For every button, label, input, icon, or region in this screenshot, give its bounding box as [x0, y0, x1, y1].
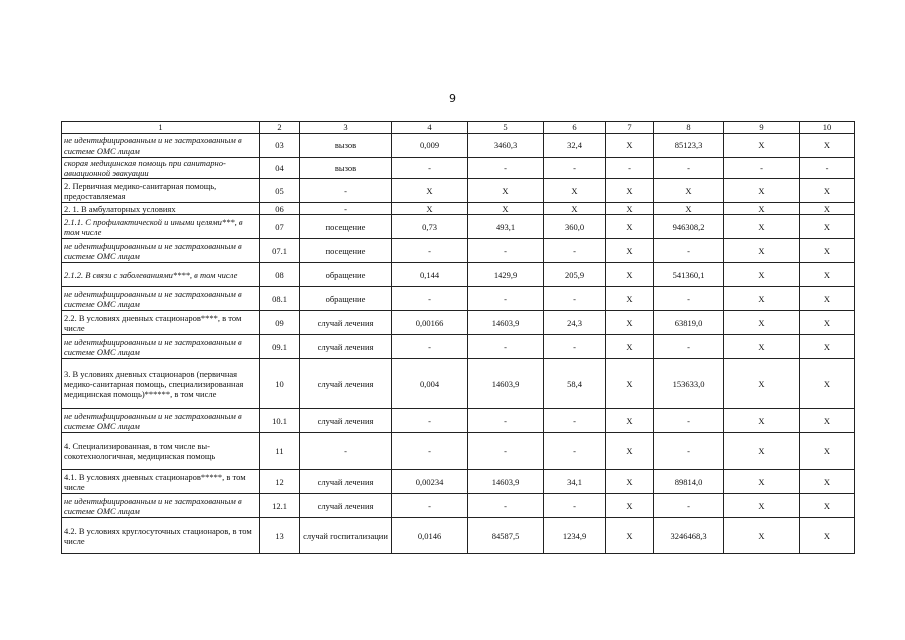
cell-norm-per-person: 0,004	[392, 359, 468, 409]
table-row	[62, 494, 855, 518]
cell-line-number: 03	[260, 134, 300, 158]
cell-col-9: X	[724, 409, 800, 433]
cell-line-number: 12.1	[260, 494, 300, 518]
cell-per-capita: 32,4	[544, 134, 606, 158]
cell-col-10: X	[800, 311, 855, 335]
cell-line-number: 08.1	[260, 287, 300, 311]
cell-col-10: X	[800, 470, 855, 494]
header-cell-col-7: 7	[606, 122, 654, 134]
cell-cost-per-unit: 3460,3	[468, 134, 544, 158]
cell-col-7: X	[606, 494, 654, 518]
cell-indicator: 4. Специализированная, в том числе высокотехнологичная, медицинская помощь	[62, 433, 260, 470]
cell-col-9: X	[724, 134, 800, 158]
cell-per-capita: X	[544, 203, 606, 215]
cell-line-number: 06	[260, 203, 300, 215]
cell-col-9: X	[724, 239, 800, 263]
cell-col-7: X	[606, 134, 654, 158]
cell-col-9: X	[724, 470, 800, 494]
cell-cost-per-unit: 84587,5	[468, 518, 544, 554]
cell-unit: посещение	[300, 239, 392, 263]
cell-line-number: 12	[260, 470, 300, 494]
cell-col-9: X	[724, 179, 800, 203]
cell-norm-per-person: -	[392, 335, 468, 359]
table-row	[62, 263, 855, 287]
cell-unit: случай лечения	[300, 494, 392, 518]
cell-cost-per-unit: -	[468, 158, 544, 179]
cell-per-capita: 1234,9	[544, 518, 606, 554]
cell-cost-total: -	[654, 335, 724, 359]
cell-indicator: не идентифицированным и не застрахованным в системе ОМС лицам	[62, 287, 260, 311]
table-row	[62, 470, 855, 494]
table-row	[62, 239, 855, 263]
header-cell-indicator: 1	[62, 122, 260, 134]
table-row	[62, 409, 855, 433]
cell-unit: обращение	[300, 287, 392, 311]
cell-col-9: X	[724, 215, 800, 239]
cell-col-10: X	[800, 335, 855, 359]
cell-cost-total: 541360,1	[654, 263, 724, 287]
cell-unit: случай лечения	[300, 409, 392, 433]
table-row	[62, 433, 855, 470]
cell-col-10: X	[800, 239, 855, 263]
cell-col-10: X	[800, 359, 855, 409]
cell-line-number: 05	[260, 179, 300, 203]
header-cell-cost-per-unit: 5	[468, 122, 544, 134]
cell-unit: случай лечения	[300, 470, 392, 494]
header-cell-col-9: 9	[724, 122, 800, 134]
cell-col-10: X	[800, 215, 855, 239]
cell-cost-per-unit: 1429,9	[468, 263, 544, 287]
cell-per-capita: X	[544, 179, 606, 203]
cell-norm-per-person: -	[392, 494, 468, 518]
cell-cost-total: -	[654, 433, 724, 470]
table-header-row	[62, 122, 855, 134]
cell-norm-per-person: 0,00166	[392, 311, 468, 335]
table-row	[62, 134, 855, 158]
cell-norm-per-person: 0,73	[392, 215, 468, 239]
table-row	[62, 203, 855, 215]
cell-unit: случай лечения	[300, 359, 392, 409]
cell-unit: случай госпитализации	[300, 518, 392, 554]
cell-cost-total: -	[654, 409, 724, 433]
header-cell-norm-per-person: 4	[392, 122, 468, 134]
cell-col-9: X	[724, 359, 800, 409]
cell-col-9: X	[724, 518, 800, 554]
cell-col-7: X	[606, 287, 654, 311]
cell-unit: случай лечения	[300, 311, 392, 335]
cell-col-9: X	[724, 433, 800, 470]
page-number: 9	[449, 92, 456, 105]
cell-col-7: X	[606, 215, 654, 239]
cell-norm-per-person: -	[392, 239, 468, 263]
cell-unit: случай лечения	[300, 335, 392, 359]
cell-col-7: X	[606, 263, 654, 287]
cell-indicator: 4.2. В условиях круглосуточных стационаров, в том числе	[62, 518, 260, 554]
cell-per-capita: 58,4	[544, 359, 606, 409]
cell-col-7: X	[606, 518, 654, 554]
header-cell-col-10: 10	[800, 122, 855, 134]
cell-unit: вызов	[300, 134, 392, 158]
cell-norm-per-person: 0,009	[392, 134, 468, 158]
table-row	[62, 158, 855, 179]
cell-cost-per-unit: -	[468, 287, 544, 311]
cell-per-capita: -	[544, 287, 606, 311]
cell-cost-total: 85123,3	[654, 134, 724, 158]
cell-indicator: 3. В условиях дневных стационаров (первичная медико-санитарная помощь, специализированная медицинская помощь)******, в том числе	[62, 359, 260, 409]
cell-indicator: не идентифицированным и не застрахованным в системе ОМС лицам	[62, 239, 260, 263]
cell-indicator: не идентифицированным и не застрахованным в системе ОМС лицам	[62, 134, 260, 158]
cell-cost-per-unit: X	[468, 179, 544, 203]
cell-col-10: X	[800, 433, 855, 470]
cell-unit: -	[300, 433, 392, 470]
cell-norm-per-person: 0,144	[392, 263, 468, 287]
cell-col-9: X	[724, 311, 800, 335]
cell-cost-total: -	[654, 494, 724, 518]
cell-cost-per-unit: -	[468, 433, 544, 470]
table-row	[62, 518, 855, 554]
cell-col-9: X	[724, 494, 800, 518]
cell-norm-per-person: -	[392, 287, 468, 311]
cell-col-9: X	[724, 335, 800, 359]
header-cell-per-capita: 6	[544, 122, 606, 134]
cell-cost-total: 89814,0	[654, 470, 724, 494]
cell-per-capita: -	[544, 335, 606, 359]
cell-line-number: 07.1	[260, 239, 300, 263]
cell-per-capita: 24,3	[544, 311, 606, 335]
cell-indicator: 2. 1. В амбулаторных условиях	[62, 203, 260, 215]
cell-cost-total: 63819,0	[654, 311, 724, 335]
cell-line-number: 10	[260, 359, 300, 409]
cell-cost-per-unit: 14603,9	[468, 470, 544, 494]
cell-norm-per-person: 0,0146	[392, 518, 468, 554]
cell-indicator: 2.1.2. В связи с заболеваниями****, в том числе	[62, 263, 260, 287]
cell-norm-per-person: 0,00234	[392, 470, 468, 494]
header-cell-cost-total: 8	[654, 122, 724, 134]
cell-col-10: X	[800, 179, 855, 203]
cell-cost-total: -	[654, 287, 724, 311]
cell-norm-per-person: X	[392, 203, 468, 215]
cell-col-7: X	[606, 203, 654, 215]
cell-cost-per-unit: -	[468, 335, 544, 359]
cell-indicator: не идентифицированным и не застрахованным в системе ОМС лицам	[62, 409, 260, 433]
cell-unit: посещение	[300, 215, 392, 239]
cell-cost-total: -	[654, 239, 724, 263]
cell-col-10: X	[800, 409, 855, 433]
cell-col-7: -	[606, 158, 654, 179]
cell-indicator: не идентифицированным и не застрахованным в системе ОМС лицам	[62, 494, 260, 518]
cell-line-number: 09.1	[260, 335, 300, 359]
cell-line-number: 08	[260, 263, 300, 287]
cell-cost-total: 3246468,3	[654, 518, 724, 554]
cell-per-capita: -	[544, 433, 606, 470]
cell-cost-per-unit: 14603,9	[468, 311, 544, 335]
header-cell-unit: 3	[300, 122, 392, 134]
header-cell-line-number: 2	[260, 122, 300, 134]
cell-col-7: X	[606, 359, 654, 409]
cell-line-number: 11	[260, 433, 300, 470]
table-row	[62, 311, 855, 335]
cell-norm-per-person: -	[392, 158, 468, 179]
table-row	[62, 215, 855, 239]
cell-line-number: 10.1	[260, 409, 300, 433]
cell-cost-per-unit: 493,1	[468, 215, 544, 239]
cell-col-9: X	[724, 203, 800, 215]
cell-per-capita: -	[544, 494, 606, 518]
cell-cost-total: 153633,0	[654, 359, 724, 409]
cell-col-7: X	[606, 409, 654, 433]
cell-line-number: 07	[260, 215, 300, 239]
cell-col-10: X	[800, 518, 855, 554]
cell-per-capita: -	[544, 239, 606, 263]
cell-indicator: не идентифицированным и не застрахованным в системе ОМС лицам	[62, 335, 260, 359]
cell-cost-per-unit: -	[468, 239, 544, 263]
cell-col-9: X	[724, 287, 800, 311]
cell-col-10: -	[800, 158, 855, 179]
cell-col-10: X	[800, 203, 855, 215]
cell-per-capita: 205,9	[544, 263, 606, 287]
cell-line-number: 09	[260, 311, 300, 335]
cell-cost-total: -	[654, 158, 724, 179]
cell-col-7: X	[606, 433, 654, 470]
cell-per-capita: 360,0	[544, 215, 606, 239]
cell-unit: -	[300, 203, 392, 215]
cell-cost-total: X	[654, 203, 724, 215]
cell-unit: -	[300, 179, 392, 203]
cell-per-capita: -	[544, 409, 606, 433]
cell-indicator: 2.1.1. С профилактической и иными целями***, в том числе	[62, 215, 260, 239]
cell-unit: обращение	[300, 263, 392, 287]
table-row	[62, 359, 855, 409]
cell-per-capita: 34,1	[544, 470, 606, 494]
cell-unit: вызов	[300, 158, 392, 179]
table-row	[62, 335, 855, 359]
cell-col-10: X	[800, 263, 855, 287]
cell-col-7: X	[606, 335, 654, 359]
cell-cost-per-unit: -	[468, 494, 544, 518]
cell-cost-per-unit: -	[468, 409, 544, 433]
cell-indicator: 2. Первичная медико-санитарная помощь, предоставляемая	[62, 179, 260, 203]
cell-col-7: X	[606, 470, 654, 494]
cell-norm-per-person: -	[392, 433, 468, 470]
cell-cost-per-unit: 14603,9	[468, 359, 544, 409]
cell-line-number: 13	[260, 518, 300, 554]
cell-col-10: X	[800, 494, 855, 518]
cell-col-10: X	[800, 287, 855, 311]
cell-col-7: X	[606, 239, 654, 263]
cell-col-9: X	[724, 263, 800, 287]
table-row	[62, 179, 855, 203]
cell-cost-total: 946308,2	[654, 215, 724, 239]
cell-cost-per-unit: X	[468, 203, 544, 215]
cell-norm-per-person: X	[392, 179, 468, 203]
table-row	[62, 287, 855, 311]
tariff-table	[61, 121, 855, 554]
cell-norm-per-person: -	[392, 409, 468, 433]
cell-col-7: X	[606, 311, 654, 335]
cell-col-9: -	[724, 158, 800, 179]
cell-indicator: 2.2. В условиях дневных стационаров****, в том числе	[62, 311, 260, 335]
cell-col-10: X	[800, 134, 855, 158]
cell-line-number: 04	[260, 158, 300, 179]
cell-cost-total: X	[654, 179, 724, 203]
cell-per-capita: -	[544, 158, 606, 179]
cell-indicator: скорая медицинская помощь при санитарно-авиационной эвакуации	[62, 158, 260, 179]
cell-indicator: 4.1. В условиях дневных стационаров*****, в том числе	[62, 470, 260, 494]
cell-col-7: X	[606, 179, 654, 203]
